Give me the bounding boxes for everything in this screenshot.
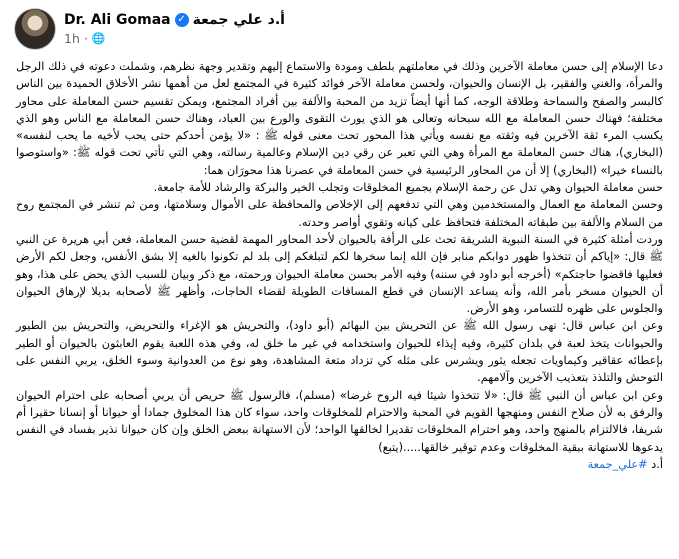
author-name-arabic[interactable]: أ.د علي جمعة [192,12,285,29]
paragraph-animals: حسن معاملة الحيوان وهي تدل عن رحمة الإسلام بجميع المخلوقات وتجلب الخير والبركة والرشاد للأمة جامعة. [153,181,663,195]
signature-prefix: أ.د [647,457,663,471]
paragraph-ibn-abbas: وعن ابن عباس قال: نهى رسول الله ﷺ عن التحريش بين البهائم (أبو داود)، والتحريش هو الإغراء والتحريض، والتحريش بين الطيور والحيوانات يتخذ لعبة في بلدان كثيرة، وفيه إيذاء للحيوان واستخدامه في غير ما خلق له، وفي هذه اللعبة يقوم العابثون بالحيوان أو الطير بإعطائه عقاقير وكيماويات تجعله يثور ويشرس على مثله كي تزداد متعة المشاهدة، وهو نوع من العدوانية وسوء الخلق، يربي النفس على التوحش والتلذذ بتعذيب الآخرين وآلامهم. [16,319,663,385]
author-name[interactable]: Dr. Ali Gomaa [64,12,171,29]
paragraph-no-target: وعن ابن عباس أن النبي ﷺ قال: «لا تتخذوا شيئا فيه الروح غرضا» (مسلم)، فالرسول ﷺ حريص أن يربي أصحابه على احترام الحيوان والرفق به لأن صلاح النفس ومنهجها القويم في المحبة والاحترام للمخلوقات واحد، سواء كان هذا المخلوق جمادا أو حيوانا أو إنسانا حقيرا أم شريفا، فالالتزام بالمنهج واحد، وهو احترام المخلوقات تقديرا لخالقها الواحد؛ لأن الاستهانة ببعض الخلق وإن كان حيوانا نذير بفساد في النفس يدعوها للاستهانة ببقية المخلوقات وعدم توقير خالقها.....(يتبع) [16,388,663,454]
globe-icon[interactable]: 🌐 [91,31,106,45]
signature [16,456,663,473]
post-body [14,58,665,473]
author-avatar[interactable] [14,8,56,50]
paragraph-hadith-mounts: وردت أمثلة كثيرة في السنة النبوية الشريفة تحث على الرأفة بالحيوان لأحد المحاور المهمة لقضية حسن المعاملة، فعن أبي هريرة عن النبي ﷺ قال: «إياكم أن تتخذوا ظهور دوابكم منابر فإن الله إنما سخرها لكم لتبلغكم إلى بلد لم تكونوا بالغيه إلا بشق الأنفس، وجعل لكم الأرض فعليها فاقضوا حاجتكم» (أخرجه أبو داود في سننه) وفيه الأمر بحسن معاملة الحيوان ورحمته، مع ذكر وبيان للسبب الذي يحض على هذا، وهو أن الحيوان مسخر بأمر الله، وأنه يساعد الإنسان في قطع المسافات الطويلة لقضاء الحاجات، وأظهر ﷺ لأصحابه بديلا لإرهاق الحيوان والجلوس على ظهره للتسامر، وهو الأرض. [16,232,663,316]
verified-icon: ✓ [175,13,189,27]
post-header [14,6,665,52]
paragraph-workers: وحسن المعاملة مع العمال والمستخدمين وهي التي تدفعهم إلى الإخلاص والمحافظة على الأموال وسلامتها، ومن ثم تنشر في المجتمع روح من السلام والألفة بين طبقاته المختلفة فتحافظ على كيانه وتقوي أواصر وحدته. [16,198,663,229]
author-info [64,12,285,46]
post-meta [64,31,285,46]
post-time[interactable]: 1h [64,30,80,46]
author-name-row [64,12,285,29]
meta-separator: · [83,30,88,46]
hashtag-link[interactable]: #علي_جمعة [587,457,648,471]
paragraph-intro: دعا الإسلام إلى حسن معاملة الآخرين وذلك في معاملتهم بلطف ومودة والاستماع إليهم وتقدير وجهة نظرهم، وشملت دعوته في ذلك الرجل والمرأة، والغني والفقير، بل الإنسان والحيوان، ولحسن معاملة الآخر فوائد كثيرة في المجتمع لعل من أهمها نشر الأخلاق الحميدة بين الناس كالبسر والصفح والسماحة وطلاقة الوجه، كما أنها أيضاً تزيد من المحبة والألفة بين أفراد المجتمع، ويمكن تقسيم حسن المعاملة على محاور مختلفة؛ فهناك حسن المعاملة مع الله سبحانه وتعالى هو الذي يورث التقوى والورع بين العباد، وهناك حسن المعاملة مع الناس وهو الذي يكسب المرء ثقة الآخرين فيه وثقته مع نفسه ويأتي هذا المحور تحت معنى قوله ﷺ : «لا يؤمن أحدكم حتى يحب لأخيه ما يحب لنفسه» (البخاري)، هناك حسن المعاملة مع المرأة وهي التي تعبر عن رقي دين الإسلام وعالمية رسالته، وهي التي تأتي تحت قوله ﷺ: «واستوصوا بالنساء خيرا» (البخاري) إلا أن من المحاور الرئيسية في حسن المعاملة في عصرنا هذا محورَان هما: [16,60,663,177]
